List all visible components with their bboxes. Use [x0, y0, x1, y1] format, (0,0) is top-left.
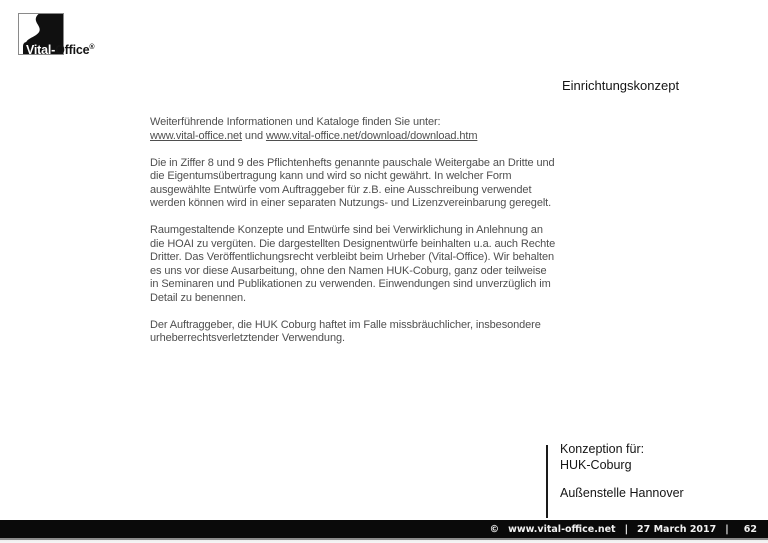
paragraph-copyright: Raumgestaltende Konzepte und Entwürfe sind bei Verwirklichung in Anlehnung an die HOAI zu vergüten. Die dargestellten Designentwürfe beinhalten u.a. auch Rechte Dritter. Das Veröffentlichungsrecht verbleibt beim Urheber (Vital-Office). Wir behalten es uns vor diese Ausarbeitung, ohne den Namen HUK-Coburg, ganz oder teilweise in Seminaren und Publikationen zu verwenden. Einwendungen sind unverzüglich im Detail zu benennen.	[150, 224, 556, 304]
footer-date: 27 March 2017	[637, 523, 717, 535]
footer-url[interactable]: www.vital-office.net	[508, 523, 616, 535]
vital-office-logo	[18, 13, 148, 61]
page-bottom-edge	[0, 538, 768, 543]
logo-wordmark	[26, 41, 94, 57]
link-connector-text: und	[244, 129, 263, 142]
link-download-page[interactable]: www.vital-office.net/download/download.htm	[265, 129, 478, 142]
paragraph-usage-rights: Die in Ziffer 8 und 9 des Pflichtenhefts genannte pauschale Weitergabe an Dritte und die Eigentumsübertragung kann und wird so nicht gewährt. In welcher Form ausgewählte Entwürfe vom Auftraggeber für z.B. eine Ausschreibung verwendet werden können wird in einer separaten Nutzungs- und Lizenzvereinbarung geregelt.	[150, 156, 555, 209]
project-client: HUK-Coburg	[560, 458, 632, 472]
link-vital-office[interactable]: www.vital-office.net	[150, 129, 242, 142]
logo-wordmark-left: Vital-	[26, 43, 56, 58]
project-label: Konzeption für:	[560, 442, 645, 456]
footer-separator: |	[725, 523, 729, 535]
intro-links-line	[150, 130, 557, 144]
project-block	[560, 441, 684, 501]
copyright-symbol: ©	[489, 523, 500, 535]
intro-paragraph	[150, 116, 557, 143]
registered-trademark-symbol: ®	[89, 44, 95, 51]
paragraph-liability: Der Auftraggeber, die HUK Coburg haftet im Falle missbräuchlicher, insbesondere urheberrechtsverletztender Verwendung.	[150, 318, 541, 344]
project-branch: Außenstelle Hannover	[560, 486, 684, 500]
intro-line: Weiterführende Informationen und Kataloge finden Sie unter:	[150, 116, 441, 128]
logo-wordmark-right: Office	[55, 43, 90, 58]
footer-separator: |	[624, 523, 629, 535]
document-type-label: Einrichtungskonzept	[562, 78, 680, 93]
footer-bar	[0, 520, 768, 538]
page-number: 62	[743, 523, 757, 535]
body-text-block	[150, 116, 557, 359]
vertical-rule	[546, 445, 548, 518]
